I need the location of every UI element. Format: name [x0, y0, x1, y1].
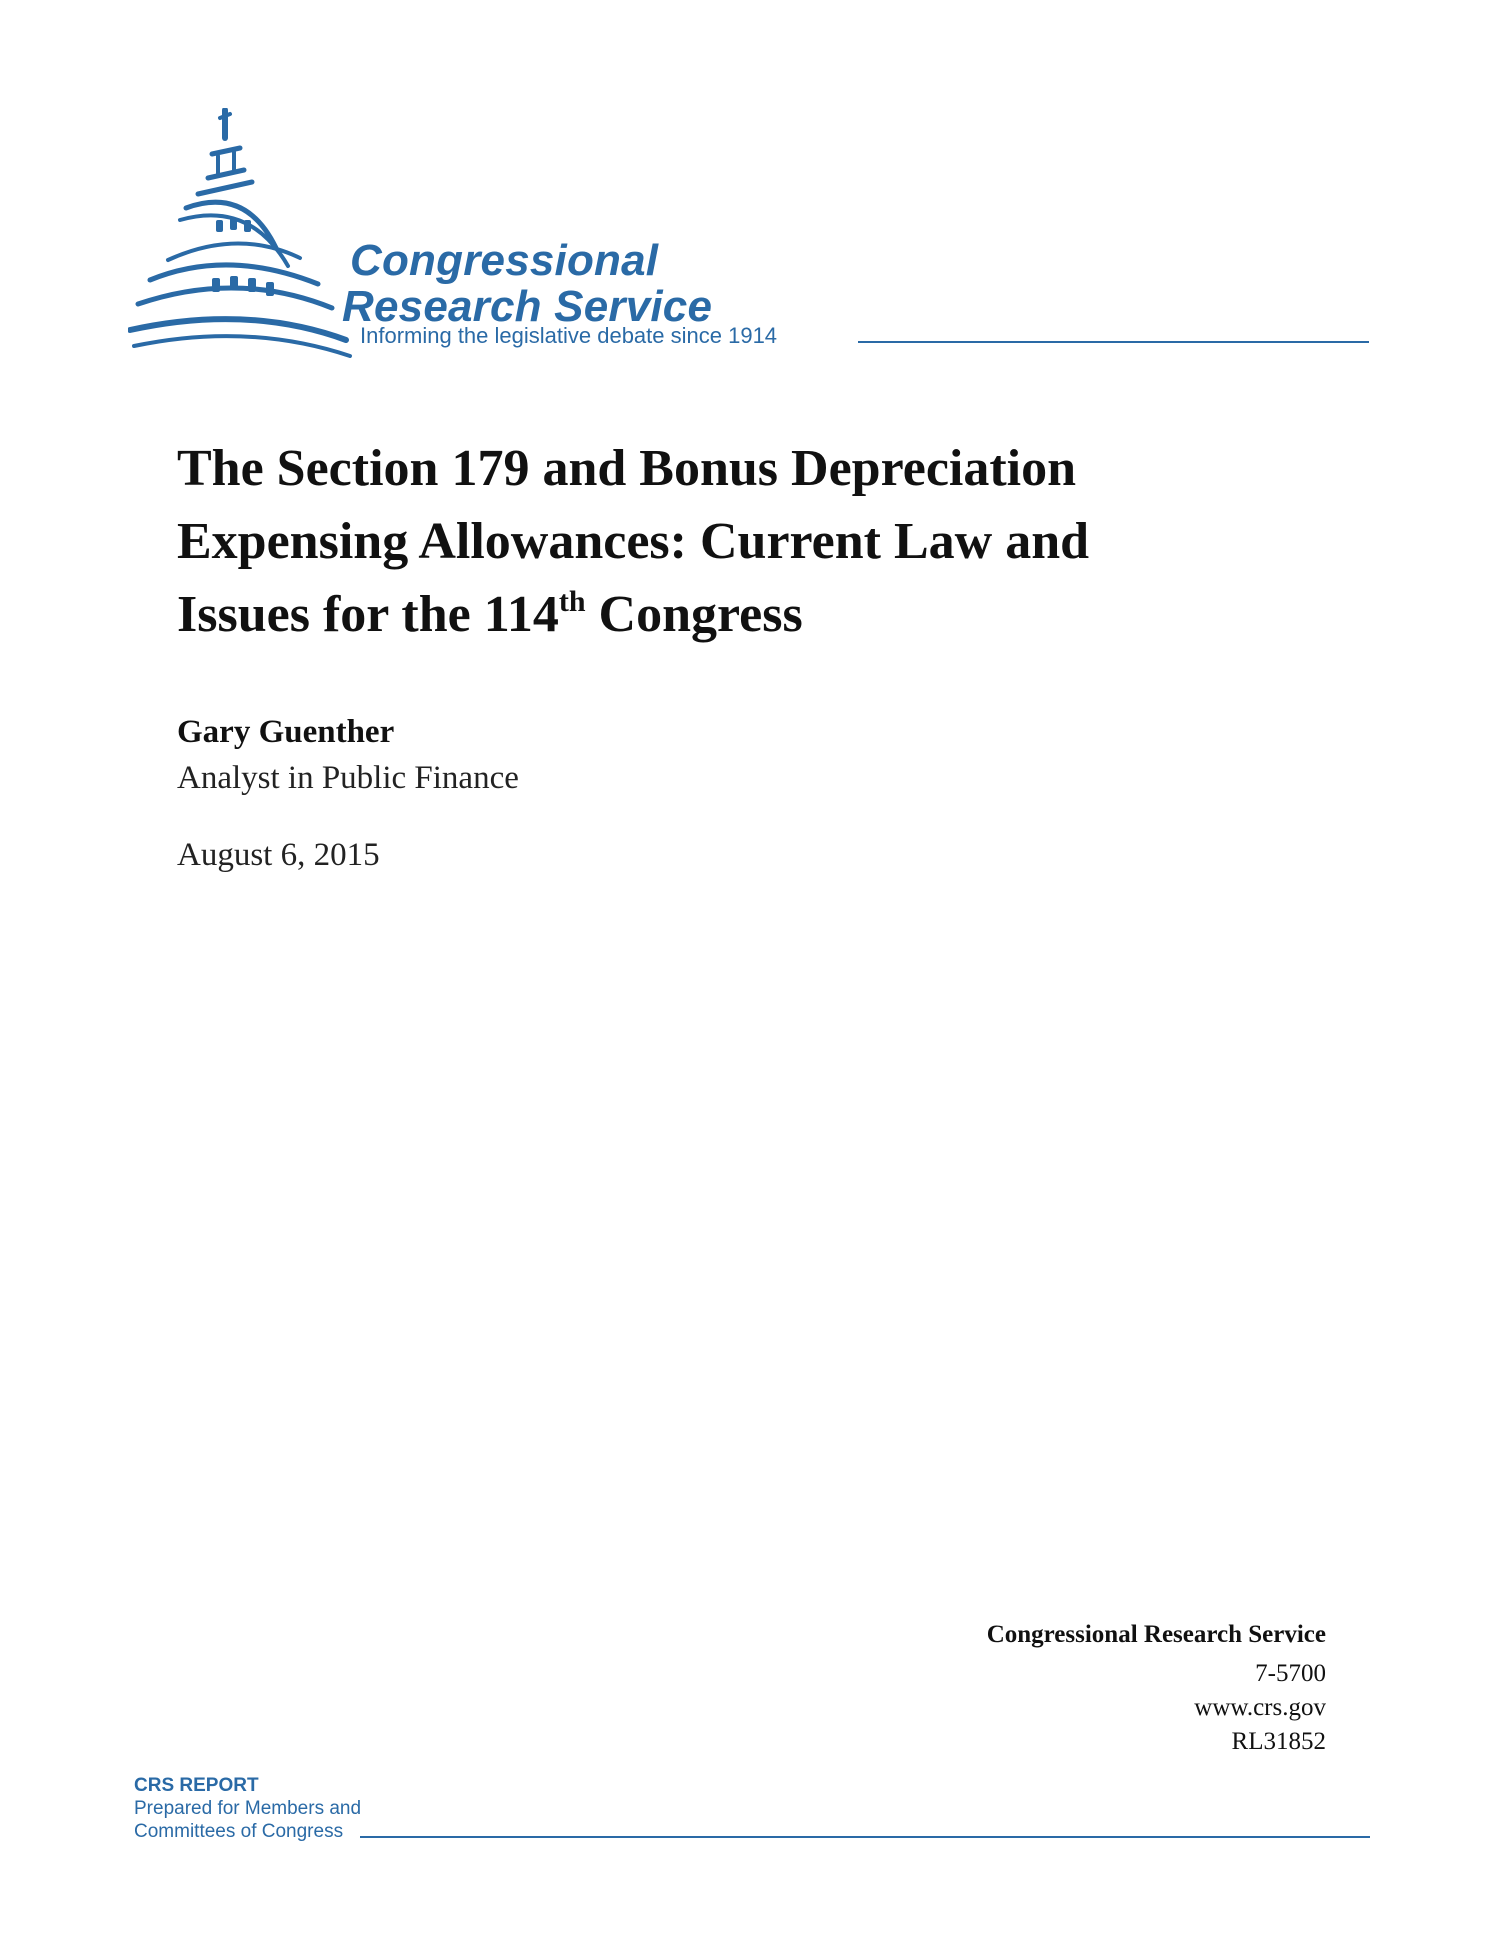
- title-line-2: Expensing Allowances: Current Law and: [177, 513, 1090, 570]
- author-title: Analyst in Public Finance: [177, 760, 519, 796]
- logo-name-line2: Research Service: [342, 282, 713, 331]
- title-line-3-suffix: Congress: [585, 586, 803, 643]
- title-line-1: The Section 179 and Bonus Depreciation: [177, 440, 1077, 497]
- capitol-dome-icon: [128, 108, 358, 358]
- footer-label: CRS REPORT: [134, 1775, 259, 1796]
- publisher-number: 7-5700: [1255, 1660, 1326, 1687]
- logo-tagline: Informing the legislative debate since 1914: [360, 323, 778, 348]
- title-ordinal-suffix: th: [558, 585, 586, 618]
- footer-line-1: Prepared for Members and: [134, 1798, 362, 1819]
- logo-name-line1: Congressional: [350, 236, 659, 285]
- header-divider: [858, 341, 1369, 343]
- footer-divider: [360, 1836, 1370, 1838]
- crs-logo: [128, 108, 1368, 358]
- report-title: [177, 432, 1227, 651]
- report-date: August 6, 2015: [177, 837, 380, 873]
- logo-name: [342, 236, 713, 331]
- author-name: Gary Guenther: [177, 714, 395, 750]
- publisher-website: www.crs.gov: [1194, 1694, 1326, 1721]
- footer-line-2: Committees of Congress: [134, 1821, 344, 1842]
- title-line-3-prefix: Issues for the 114: [177, 586, 559, 643]
- publisher-info: [987, 1617, 1326, 1759]
- report-id: RL31852: [1231, 1728, 1326, 1755]
- publisher-name: Congressional Research Service: [986, 1621, 1326, 1648]
- report-footer: [134, 1774, 1370, 1844]
